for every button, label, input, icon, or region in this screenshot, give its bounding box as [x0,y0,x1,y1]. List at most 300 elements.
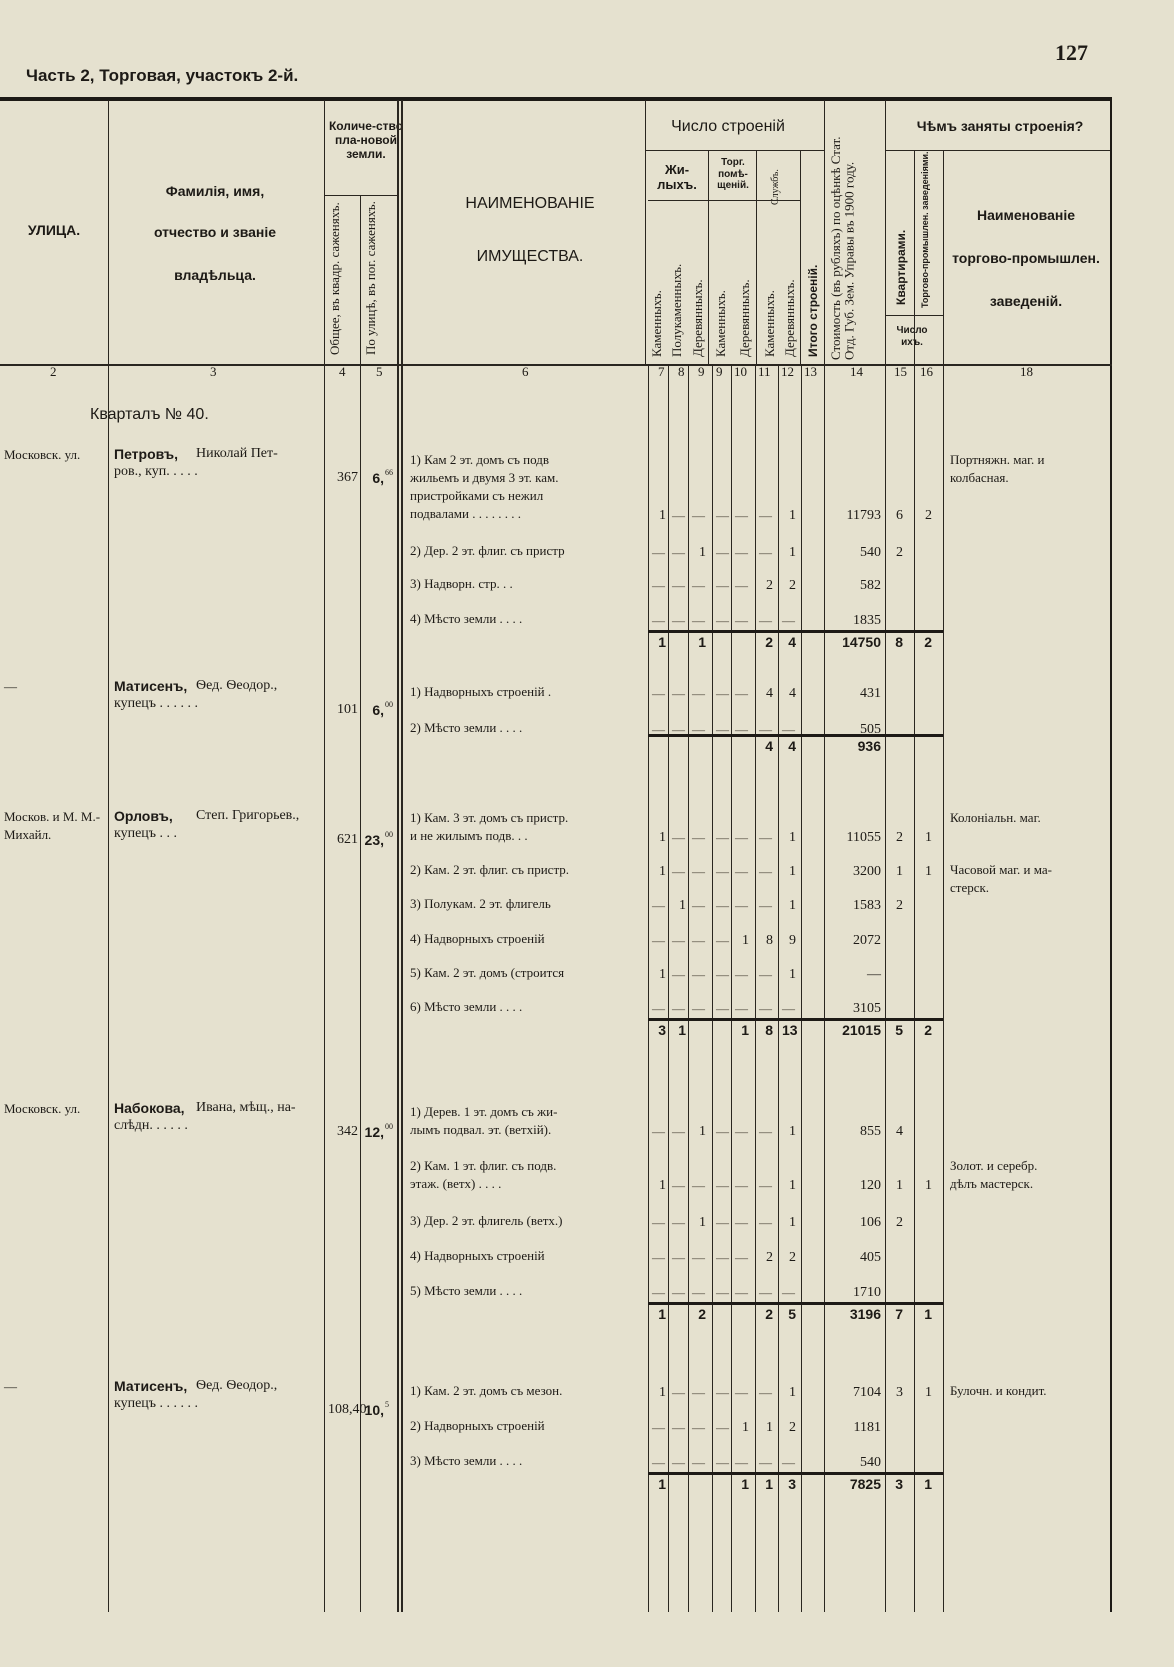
property-item-line: 3) Дер. 2 эт. флигель (ветх.) [410,1213,563,1228]
empty-dash: — [716,508,729,523]
col-no: 12 [781,364,794,379]
header-occupied-by: Чѣмъ заняты строенія? [916,118,1084,134]
empty-dash: — [716,1001,729,1016]
trade-establishment: Булочн. и кондит. [950,1383,1047,1398]
subtotal-count: 4 [788,634,796,650]
subtotal-count: 1 [765,1476,773,1492]
empty-dash: — [782,613,795,628]
empty-dash: — [672,508,685,523]
building-count: 1 [925,864,932,879]
owner-surname: Орловъ, [114,808,173,824]
empty-dash: — [672,1178,685,1193]
property-value: 1835 [853,613,881,628]
empty-dash: — [735,1285,748,1300]
building-count: 1 [789,1385,796,1400]
land-frontage: 6, [372,702,384,718]
property-item-line: 3) Мѣсто земли . . . . [410,1453,523,1468]
trade-establishment: Золот. и серебр. [950,1158,1038,1173]
property-value: 7104 [853,1385,881,1400]
building-count: 2 [789,1420,796,1435]
empty-dash: — [716,1178,729,1193]
header-land-qty: Количе-ство пла-новой земли. [328,119,404,161]
property-value: 540 [860,545,881,560]
col-no: 2 [50,364,57,379]
subtotal-count: 2 [698,1306,706,1322]
property-item-line: жильемъ и двумя 3 эт. кам. [410,470,559,485]
empty-dash: — [735,1124,748,1139]
empty-dash: — [672,722,685,737]
empty-dash: — [692,898,705,913]
empty-dash: — [652,722,665,737]
empty-dash: — [652,1455,665,1470]
property-value: 120 [860,1178,881,1193]
building-count: 2 [766,1250,773,1265]
header-wooden-2: Деревянныхъ. [737,279,752,357]
empty-dash: — [759,1178,772,1193]
empty-dash: — [735,686,748,701]
building-count: 1 [789,864,796,879]
building-count: 4 [766,686,773,701]
empty-dash: — [692,1178,705,1193]
building-count: 6 [896,508,903,523]
subtotal-value: 936 [857,738,881,754]
property-item-line: 5) Кам. 2 эт. домъ (строится [410,965,565,980]
header-land-total: Общее, въ квадр. саженяхъ. [327,202,342,355]
subtotal-value: 7825 [849,1476,881,1492]
subtotal-rule [648,1302,943,1305]
land-frontage-fraction: 66 [385,468,393,477]
header-property-1: НАИМЕНОВАНІЕ [465,195,595,212]
empty-dash: — [672,1124,685,1139]
trade-establishment: Портняжн. маг. и [950,452,1045,467]
property-item-line: 3) Полукам. 2 эт. флигель [410,896,551,911]
building-count: 2 [789,578,796,593]
subtotal-count: 2 [765,634,773,650]
subtotal-count: 5 [788,1306,796,1322]
block-title: Кварталъ № 40. [90,406,209,423]
building-count: 1 [659,508,666,523]
empty-dash: — [692,1285,705,1300]
header-land-street: По улицѣ, въ пог. саженяхъ. [363,201,378,355]
subtotal-count: 1 [658,1476,666,1492]
property-value: 855 [860,1124,881,1139]
col-no: 18 [1020,364,1033,379]
empty-dash: — [735,1001,748,1016]
building-count: 2 [925,508,932,523]
top-rule [0,97,1112,101]
empty-dash: — [652,898,665,913]
header-trade-name-1: Наименованіе [977,207,1075,223]
header-stone-2: Каменныхъ. [713,290,728,357]
owner-name-line: слѣдн. . . . . . [114,1118,188,1133]
empty-dash: — [672,613,685,628]
building-count: 1 [659,1385,666,1400]
header-half-stone: Полукаменныхъ. [669,263,684,357]
property-item-line: 1) Кам 2 эт. домъ съ подв [410,452,550,467]
empty-dash: — [692,686,705,701]
building-count: 8 [766,933,773,948]
property-item-line: 1) Надворныхъ строеній . [410,684,552,699]
empty-dash: — [672,830,685,845]
empty-dash: — [716,578,729,593]
property-item-line: 5) Мѣсто земли . . . . [410,1283,523,1298]
empty-dash: — [692,864,705,879]
building-count: 1 [742,1420,749,1435]
empty-dash: — [672,686,685,701]
property-item-line: 4) Мѣсто земли . . . . [410,611,523,626]
subtotal-value: 3196 [849,1306,881,1322]
empty-dash: — [759,613,772,628]
header-num-buildings: Число строеній [671,118,785,135]
empty-dash: — [759,864,772,879]
empty-dash: — [759,1385,772,1400]
empty-dash: — [716,1124,729,1139]
land-frontage: 12, [364,1124,384,1140]
empty-dash: — [735,613,748,628]
empty-dash: — [782,1455,795,1470]
property-item-line: этаж. (ветх) . . . . [410,1176,502,1191]
empty-dash: — [652,1285,665,1300]
street-name: Московск. ул. [4,447,81,462]
land-area: 101 [337,702,358,717]
empty-dash: — [716,613,729,628]
property-value: 106 [860,1215,881,1230]
empty-dash: — [652,1001,665,1016]
empty-dash: — [759,1001,772,1016]
empty-dash: — [716,1455,729,1470]
empty-dash: — [692,967,705,982]
property-item-line: 2) Дер. 2 эт. флиг. съ пристр [410,543,565,558]
owner-name-line: Ивана, мѣщ., на- [196,1100,296,1115]
subtotal-count: 1 [678,1022,686,1038]
empty-dash: — [652,686,665,701]
building-count: 1 [659,967,666,982]
building-count: 2 [896,1215,903,1230]
empty-dash: — [652,578,665,593]
building-count: 1 [789,967,796,982]
empty-dash: — [692,1001,705,1016]
empty-dash: — [759,722,772,737]
owner-name-line: ров., куп. . . . . [114,464,198,479]
right-rule [1110,97,1112,1612]
header-wooden-1: Деревянныхъ. [690,279,705,357]
building-count: 4 [896,1124,903,1139]
subtotal-count: 8 [765,1022,773,1038]
empty-dash: — [716,545,729,560]
empty-dash: — [692,578,705,593]
subtotal-count: 4 [788,738,796,754]
building-count: 1 [699,1124,706,1139]
header-total-buildings: Итого строеній. [806,264,820,357]
empty-dash: — [672,578,685,593]
subtotal-count: 1 [658,634,666,650]
building-count: 1 [789,1124,796,1139]
property-item-line: 6) Мѣсто земли . . . . [410,999,523,1014]
property-value: 431 [860,686,881,701]
empty-dash: — [759,1285,772,1300]
header-property-2: ИМУЩЕСТВА. [476,248,584,265]
header-trade-est: Торгово-промышлен. заведеніями. [920,151,930,308]
header-owner-1: Фамилія, имя, [165,183,265,199]
street-name: — [4,679,17,694]
subtotal-value: 14750 [842,634,881,650]
col-no: 8 [678,364,685,379]
empty-dash: — [735,545,748,560]
empty-dash: — [692,508,705,523]
empty-dash: — [672,1420,685,1435]
empty-dash: — [652,1420,665,1435]
col-no: 14 [850,364,863,379]
empty-dash: — [672,967,685,982]
property-item-line: 4) Надворныхъ строеній [410,1248,545,1263]
street-name: Московск. ул. [4,1101,81,1116]
subtotal-count: 3 [788,1476,796,1492]
empty-dash: — [759,545,772,560]
empty-dash: — [652,1250,665,1265]
building-count: 1 [699,1215,706,1230]
empty-dash: — [716,1285,729,1300]
owner-name-line: Ѳед. Ѳеодор., [196,678,278,693]
empty-dash: — [759,508,772,523]
empty-dash: — [735,1215,748,1230]
empty-dash: — [716,898,729,913]
building-count: 1 [679,898,686,913]
trade-establishment: колбасная. [950,470,1009,485]
building-count: 1 [789,545,796,560]
empty-dash: — [652,1215,665,1230]
subtotal-count: 1 [741,1476,749,1492]
property-item-line: 1) Дерев. 1 эт. домъ съ жи- [410,1104,558,1119]
building-count: 1 [896,1178,903,1193]
property-value: 1181 [853,1420,881,1435]
subtotal-count: 2 [765,1306,773,1322]
property-value: 3105 [853,1001,881,1016]
property-item-line: лымъ подвал. эт. (ветхій). [410,1122,552,1137]
empty-dash: — [735,578,748,593]
owner-name-line: Николай Пет- [196,446,278,461]
land-area: 342 [337,1124,358,1139]
header-trade-name-2: торгово-промышлен. [952,250,1100,266]
building-count: 2 [896,830,903,845]
building-count: 4 [789,686,796,701]
empty-dash: — [672,1215,685,1230]
empty-dash: — [716,722,729,737]
subtotal-count: 3 [658,1022,666,1038]
owner-name-line: купецъ . . . . . . [114,1396,199,1411]
empty-dash: — [692,1455,705,1470]
property-value: 1583 [853,898,881,913]
empty-dash: — [716,1420,729,1435]
col-no: 3 [210,364,217,379]
building-count: 1 [925,1385,932,1400]
building-count: 2 [896,545,903,560]
property-value: 505 [860,722,881,737]
owner-name-line: купецъ . . . [114,826,178,841]
empty-dash: — [652,613,665,628]
empty-dash: — [735,830,748,845]
land-frontage: 23, [364,832,384,848]
land-area: 621 [337,832,358,847]
land-frontage-fraction: 00 [385,1122,393,1131]
header-service: Службъ. [770,169,781,205]
empty-dash: — [672,1385,685,1400]
empty-dash: — [692,830,705,845]
building-count: 1 [789,1178,796,1193]
property-value: 3200 [853,864,881,879]
building-count: 1 [925,830,932,845]
street-name: Москов. и М. М.-Михайл. [4,809,101,842]
subtotal-count: 13 [782,1022,798,1038]
building-count: 1 [925,1178,932,1193]
col-no: 16 [920,364,933,379]
col-no: 4 [339,364,346,379]
owner-name-line: купецъ . . . . . . [114,696,199,711]
empty-dash: — [716,1250,729,1265]
empty-dash: — [652,545,665,560]
property-item-line: 3) Надворн. стр. . . [410,576,513,591]
property-item-line: 4) Надворныхъ строеній [410,931,545,946]
empty-dash: — [716,830,729,845]
building-count: 1 [742,933,749,948]
empty-dash: — [759,830,772,845]
subtotal-rule [648,734,943,737]
trade-establishment: Часовой маг. и ма- [950,862,1052,877]
empty-dash: — [692,1420,705,1435]
land-frontage: 6, [372,470,384,486]
empty-dash: — [692,613,705,628]
subtotal-count: 1 [741,1022,749,1038]
subtotal-count: 2 [924,1022,932,1038]
header-residential: Жи-лыхъ. [657,162,697,192]
empty-dash: — [735,967,748,982]
empty-dash: — [716,1385,729,1400]
land-frontage-fraction: 00 [385,700,393,709]
empty-dash: — [672,1001,685,1016]
empty-dash: — [652,1124,665,1139]
empty-dash: — [716,967,729,982]
building-count: 2 [789,1250,796,1265]
empty-dash: — [672,1285,685,1300]
header-street: УЛИЦА. [27,222,81,238]
owner-surname: Матисенъ, [114,678,188,694]
property-value: 2072 [853,933,881,948]
owner-name-line: Ѳед. Ѳеодор., [196,1378,278,1393]
empty-dash: — [759,898,772,913]
header-apartments: Квартирами. [894,229,908,305]
building-count: 1 [789,508,796,523]
building-count: 1 [789,830,796,845]
trade-establishment: Колоніальн. маг. [950,810,1041,825]
empty-dash: — [759,1124,772,1139]
empty-dash: — [759,1455,772,1470]
land-frontage-fraction: 00 [385,830,393,839]
building-count: 3 [896,1385,903,1400]
building-count: 1 [766,1420,773,1435]
building-count: 1 [789,898,796,913]
empty-dash: — [692,1250,705,1265]
property-value: 540 [860,1455,881,1470]
header-stone-1: Каменныхъ. [649,290,664,357]
owner-name-line: Степ. Григорьев., [196,808,300,823]
empty-dash: — [716,686,729,701]
header-owner-3: владѣльца. [174,267,256,283]
col-no: 13 [804,364,817,379]
header-their-number: Число ихъ. [896,325,928,348]
building-count: 1 [699,545,706,560]
header-commercial: Торг. помѣ-щеній. [717,157,749,191]
header-wooden-3: Деревянныхъ. [782,279,797,357]
empty-dash: — [759,967,772,982]
empty-dash: — [759,1215,772,1230]
empty-dash: — [692,1385,705,1400]
land-frontage: 10, [364,1402,384,1418]
page-number: 127 [1055,40,1088,65]
property-item-line: 1) Кам. 3 эт. домъ съ пристр. [410,810,569,825]
empty-dash: — [735,1455,748,1470]
property-item-line: подвалами . . . . . . . . [410,506,521,521]
building-count: 1 [659,1178,666,1193]
subtotal-count: 2 [924,634,932,650]
header-value: Стоимость (въ рубляхъ) по оцѣнкѣ Стат. Отд. Губ. Зем. Управы въ 1900 году. [828,136,857,360]
trade-establishment: дѣлъ мастерск. [950,1176,1034,1191]
empty-dash: — [782,1001,795,1016]
empty-dash: — [652,933,665,948]
col-no: 9 [698,364,705,379]
subtotal-count: 1 [924,1306,932,1322]
empty-dash: — [672,933,685,948]
property-value: — [867,967,881,982]
subtotal-count: 5 [895,1022,903,1038]
building-count: 2 [766,578,773,593]
subtotal-rule [648,1018,943,1021]
building-count: 1 [896,864,903,879]
property-value: 582 [860,578,881,593]
empty-dash: — [782,722,795,737]
empty-dash: — [672,1250,685,1265]
subtotal-count: 8 [895,634,903,650]
col-no: 10 [734,364,747,379]
property-value: 405 [860,1250,881,1265]
property-item-line: 2) Кам. 1 эт. флиг. съ подв. [410,1158,557,1173]
property-value: 1710 [853,1285,881,1300]
empty-dash: — [735,508,748,523]
empty-dash: — [692,933,705,948]
subtotal-count: 1 [924,1476,932,1492]
property-value: 11055 [846,830,881,845]
empty-dash: — [672,864,685,879]
header-owner-2: отчество и званіе [153,224,277,240]
subtotal-count: 1 [658,1306,666,1322]
empty-dash: — [716,864,729,879]
running-title: Часть 2, Торговая, участокъ 2-й. [26,66,299,85]
subtotal-value: 21015 [842,1022,881,1038]
property-value: 11793 [846,508,881,523]
property-item-line: 1) Кам. 2 эт. домъ съ мезон. [410,1383,563,1398]
empty-dash: — [735,1385,748,1400]
land-frontage-fraction: 5 [385,1400,389,1409]
subtotal-rule [648,1472,943,1475]
owner-surname: Петровъ, [114,446,178,462]
property-item-line: и не жилымъ подв. . . [410,828,528,843]
empty-dash: — [672,1455,685,1470]
building-count: 1 [659,864,666,879]
land-area: 108,40 [328,1402,367,1417]
empty-dash: — [692,722,705,737]
col-no: 15 [894,364,907,379]
empty-dash: — [735,1250,748,1265]
subtotal-rule [648,630,943,633]
col-no: 6 [522,364,529,379]
